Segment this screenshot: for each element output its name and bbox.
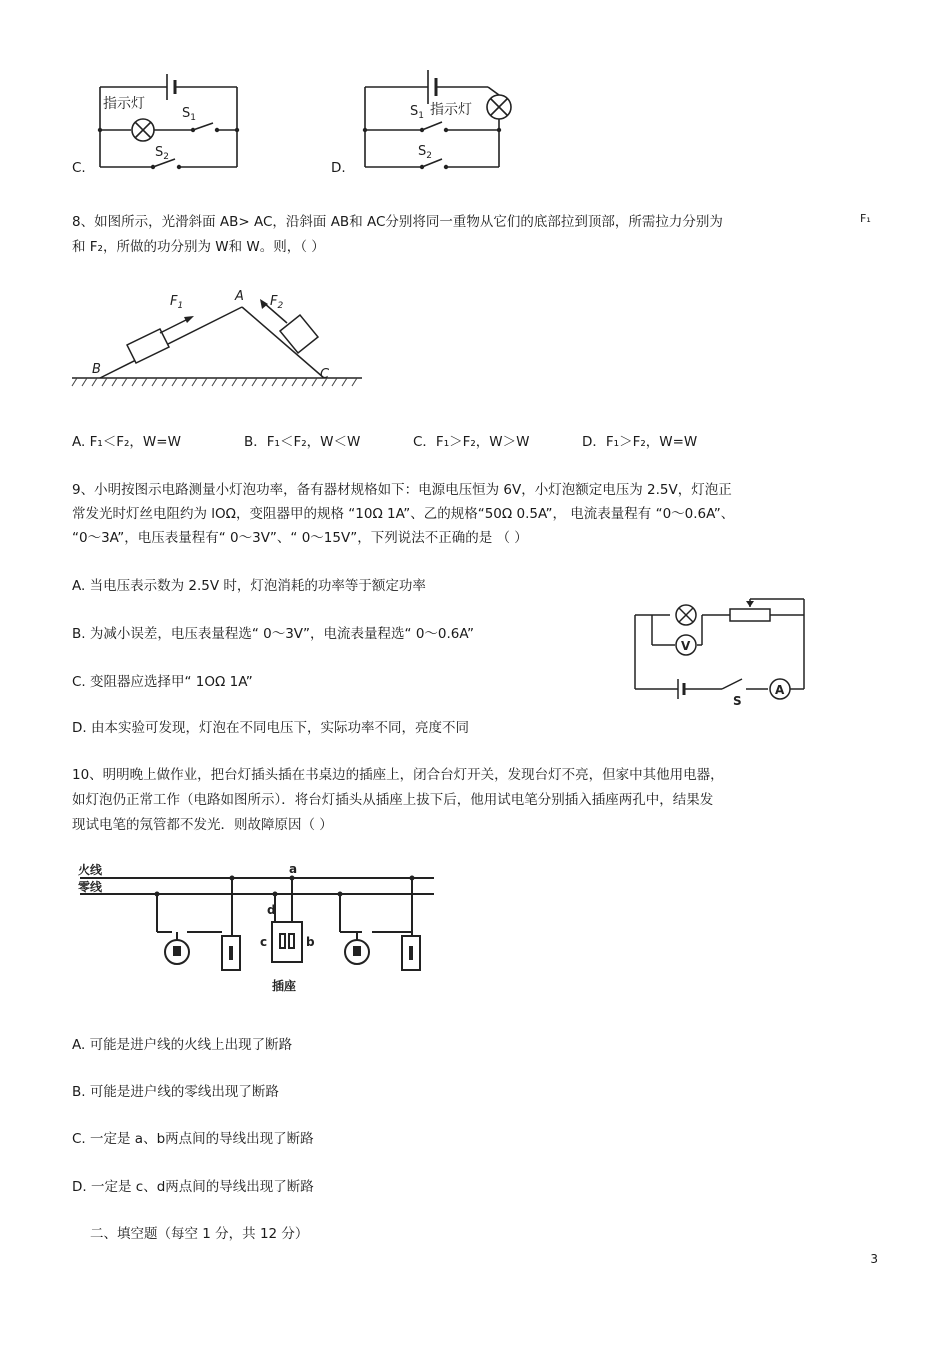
q9-option-c: C. 变阻器应选择甲“ 1OΩ 1A” bbox=[72, 674, 253, 690]
q10-option-c: C. 一定是 a、b两点间的导线出现了断路 bbox=[72, 1131, 314, 1147]
svg-text:S1: $S_1$ bbox=[410, 104, 424, 121]
svg-text:S2: $S_2$ bbox=[418, 144, 432, 161]
q10-stem-line3: 现试电笔的氖管都不发光．则故障原因（ ） bbox=[72, 817, 333, 833]
q8-option-b: B．F₁＜F₂，W＜W bbox=[244, 434, 361, 450]
svg-text:火线: 火线 bbox=[78, 863, 103, 877]
q7-option-d-label: D. bbox=[331, 160, 346, 176]
q8-option-d: D．F₁＞F₂，W=W bbox=[582, 434, 698, 450]
indicator-label-d: 指示灯 bbox=[430, 102, 472, 118]
q7-circuit-d bbox=[360, 62, 510, 174]
q10-household-circuit bbox=[72, 860, 437, 1000]
q10-stem-line2: 如灯泡仍正常工作（电路如图所示）．将台灯插头从插座上拔下后，他用试电笔分别插入插座两孔中，结果发 bbox=[72, 792, 714, 808]
q8-option-c: C．F₁＞F₂，W＞W bbox=[413, 434, 530, 450]
svg-text:S2: $S_2$ bbox=[155, 145, 169, 162]
q10-option-d: D. 一定是 c、d两点间的导线出现了断路 bbox=[72, 1179, 314, 1195]
q10-option-b: B. 可能是进户线的零线出现了断路 bbox=[72, 1084, 279, 1100]
q8-stem-line1: 8、如图所示，光滑斜面 AB> AC，沿斜面 AB和 AC分别将同一重物从它们的底部拉到顶部，所需拉力分别为 bbox=[72, 214, 723, 230]
q9-option-d: D. 由本实验可发现，灯泡在不同电压下，实际功率不同，亮度不同 bbox=[72, 720, 469, 736]
q9-stem-line1: 9、小明按图示电路测量小灯泡功率，备有器材规格如下：电源电压恒为 6V，小灯泡额定电压为 2.5V，灯泡正 bbox=[72, 482, 732, 498]
svg-text:a: a bbox=[289, 862, 298, 876]
q9-circuit-figure bbox=[630, 595, 810, 708]
q8-stem-line2: 和 F₂，所做的功分别为 W和 W。则，（ ） bbox=[72, 239, 325, 255]
q8-incline-figure bbox=[72, 285, 362, 395]
q9-option-a: A. 当电压表示数为 2.5V 时，灯泡消耗的功率等于额定功率 bbox=[72, 578, 426, 594]
indicator-label-c: 指示灯 bbox=[103, 96, 145, 112]
svg-text:A: A bbox=[235, 289, 244, 304]
svg-text:b: b bbox=[306, 935, 315, 949]
svg-text:B: B bbox=[92, 362, 101, 377]
page-number: 3 bbox=[870, 1252, 878, 1266]
svg-text:d: d bbox=[267, 903, 276, 917]
svg-text:零线: 零线 bbox=[78, 880, 103, 894]
q8-stem-line1-end: F₁ bbox=[860, 212, 871, 225]
svg-text:F1: $F_1$ bbox=[170, 294, 184, 311]
q10-option-a: A. 可能是进户线的火线上出现了断路 bbox=[72, 1037, 293, 1053]
svg-text:A: A bbox=[775, 683, 785, 697]
q9-stem-line3: “0～3A”，电压表量程有“ 0～3V”、“ 0～15V”，下列说法不正确的是 （ ） bbox=[72, 530, 528, 546]
svg-text:S1: $S_1$ bbox=[182, 106, 196, 123]
q7-circuit-c bbox=[95, 62, 245, 174]
q9-option-b: B. 为减小误差，电压表量程选“ 0～3V”，电流表量程选“ 0～0.6A” bbox=[72, 626, 474, 642]
svg-text:插座: 插座 bbox=[272, 979, 297, 993]
q8-option-a: A. F₁＜F₂，W=W bbox=[72, 434, 181, 450]
svg-text:c: c bbox=[260, 935, 268, 949]
q10-stem-line1: 10、明明晚上做作业，把台灯插头插在书桌边的插座上，闭合台灯开关，发现台灯不亮，但家中其他用电器， bbox=[72, 767, 724, 783]
svg-text:F2: $F_2$ bbox=[270, 294, 284, 311]
svg-text:C: C bbox=[320, 367, 330, 382]
svg-text:S: S bbox=[733, 694, 742, 708]
q9-stem-line2: 常发光时灯丝电阻约为 lOΩ，变阻器甲的规格 “10Ω 1A”、乙的规格“50Ω 0.5A”， 电流表量程有 “0～0.6A”、 bbox=[72, 506, 735, 522]
section-2-heading: 二、填空题（每空 1 分，共 12 分） bbox=[90, 1226, 309, 1242]
svg-text:V: V bbox=[681, 639, 691, 653]
q7-option-c-label: C. bbox=[72, 160, 86, 176]
